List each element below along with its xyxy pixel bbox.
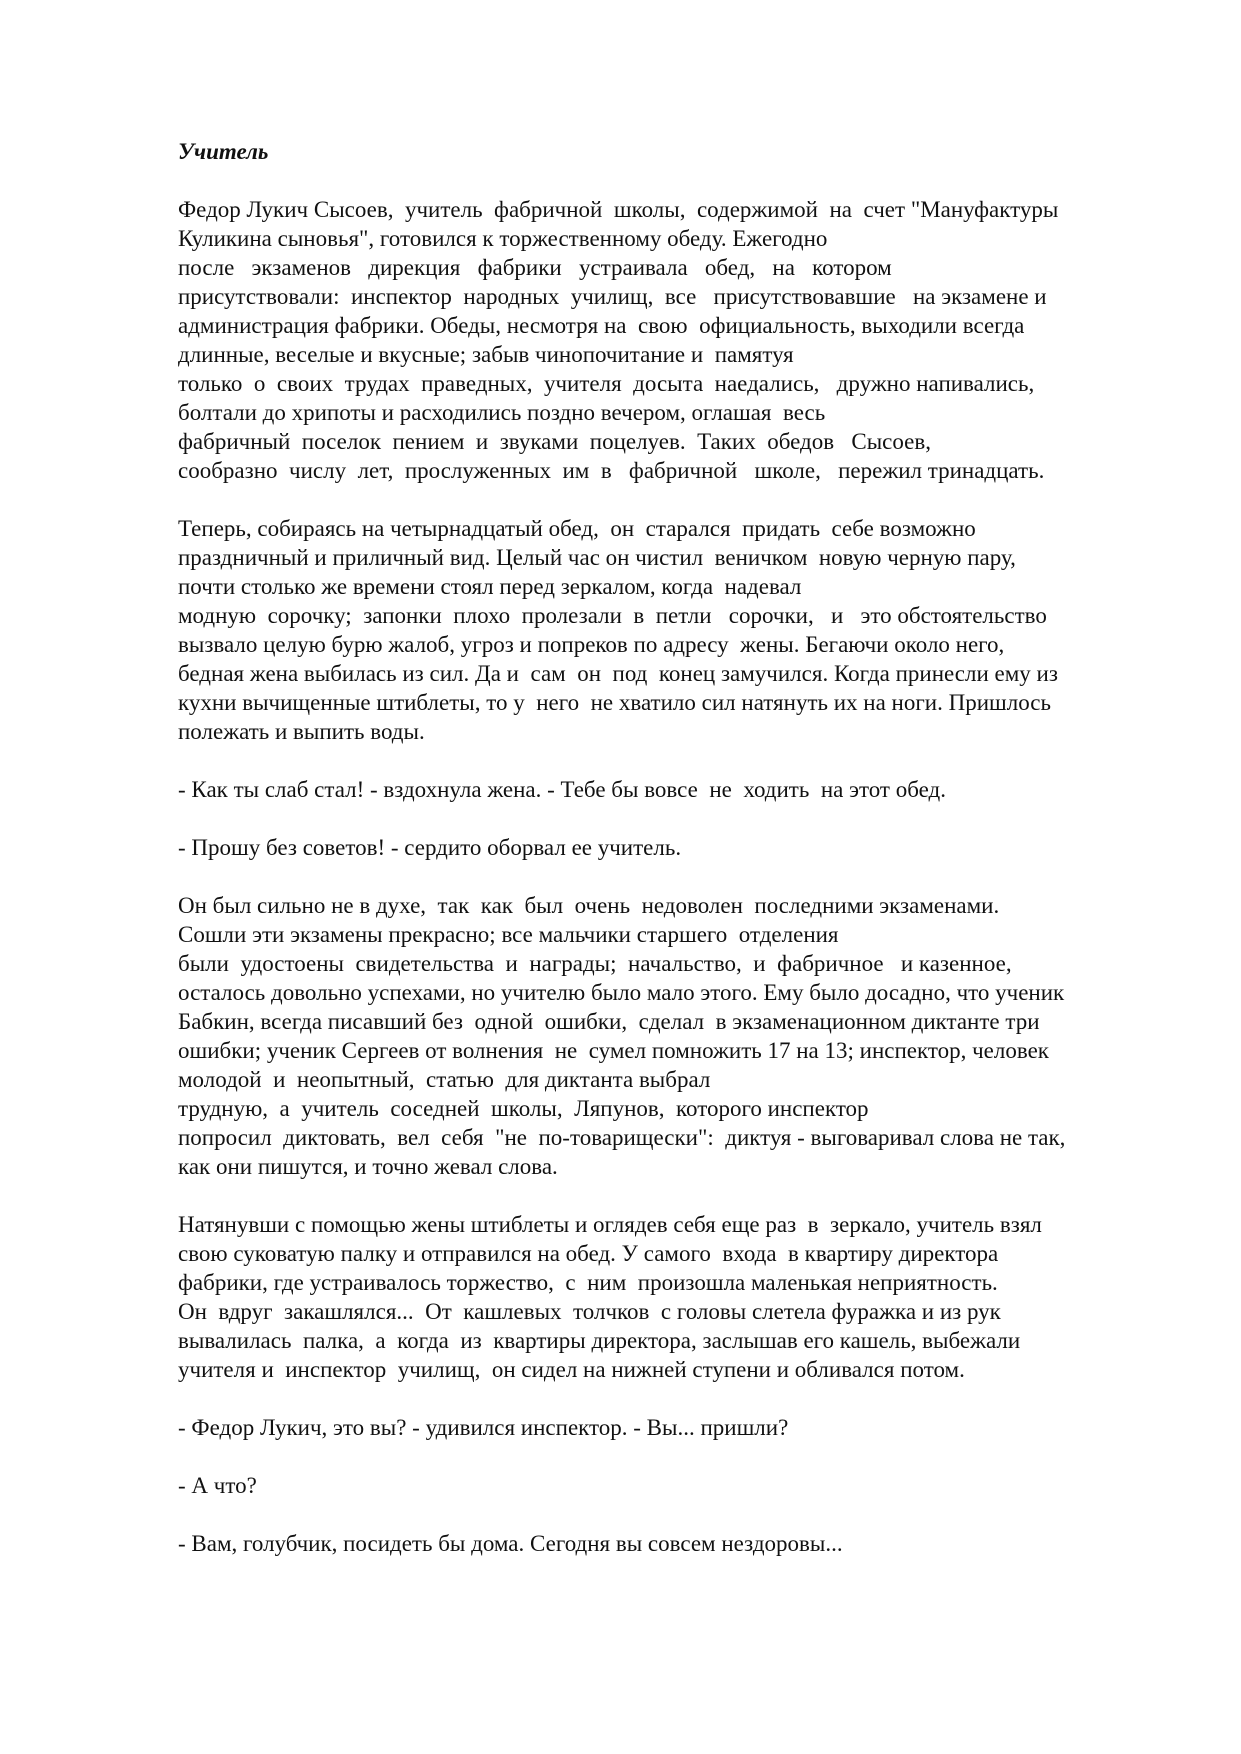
text-line: почти столько же времени стоял перед зеркалом, когда надевал: [178, 574, 802, 599]
text-line: присутствовали: инспектор народных училищ, все присутствовавшие на экзамене и: [178, 284, 1047, 309]
paragraph: [178, 195, 1178, 485]
text-line: модную сорочку; запонки плохо пролезали в петли сорочки, и это обстоятельство: [178, 603, 1047, 628]
text-line: вывалилась палка, а когда из квартиры директора, заслышав его кашель, выбежали: [178, 1328, 1021, 1353]
text-line: бедная жена выбилась из сил. Да и сам он под конец замучился. Когда принесли ему из: [178, 661, 1058, 686]
story-text: [178, 137, 1178, 1587]
text-line: - Федор Лукич, это вы? - удивился инспектор. - Вы... пришли?: [178, 1415, 789, 1440]
text-line: Куликина сыновья", готовился к торжественному обеду. Ежегодно: [178, 226, 828, 251]
paragraph: [178, 1413, 1178, 1442]
text-line: кухни вычищенные штиблеты, то у него не хватило сил натянуть их на ноги. Пришлось: [178, 690, 1051, 715]
text-line: трудную, а учитель соседней школы, Ляпунов, которого инспектор: [178, 1096, 869, 1121]
paragraphs-container: [178, 195, 1178, 1558]
text-line: праздничный и приличный вид. Целый час он чистил веничком новую черную пару,: [178, 545, 1016, 570]
text-line: были удостоены свидетельства и награды; начальство, и фабричное и казенное,: [178, 951, 1012, 976]
paragraph: [178, 1529, 1178, 1558]
text-line: - А что?: [178, 1473, 257, 1498]
text-line: Теперь, собираясь на четырнадцатый обед, он старался придать себе возможно: [178, 516, 976, 541]
text-line: Сошли эти экзамены прекрасно; все мальчики старшего отделения: [178, 922, 839, 947]
text-line: - Как ты слаб стал! - вздохнула жена. - Тебе бы вовсе не ходить на этот обед.: [178, 777, 946, 802]
text-line: полежать и выпить воды.: [178, 719, 425, 744]
paragraph: [178, 891, 1178, 1181]
text-line: фабричный поселок пением и звуками поцелуев. Таких обедов Сысоев,: [178, 429, 931, 454]
text-line: как они пишутся, и точно жевал слова.: [178, 1154, 558, 1179]
paragraph: [178, 1210, 1178, 1384]
story-title: Учитель: [178, 139, 269, 164]
text-line: Он вдруг закашлялся... От кашлевых толчков с головы слетела фуражка и из рук: [178, 1299, 1001, 1324]
paragraph: [178, 514, 1178, 746]
text-line: молодой и неопытный, статью для диктанта выбрал: [178, 1067, 711, 1092]
text-line: только о своих трудах праведных, учителя досыта наедались, дружно напивались,: [178, 371, 1035, 396]
text-line: длинные, веселые и вкусные; забыв чинопочитание и памятуя: [178, 342, 794, 367]
paragraph: [178, 833, 1178, 862]
text-line: фабрики, где устраивалось торжество, с ним произошла маленькая неприятность.: [178, 1270, 998, 1295]
text-line: администрация фабрики. Обеды, несмотря на свою официальность, выходили всегда: [178, 313, 1025, 338]
text-line: Он был сильно не в духе, так как был очень недоволен последними экзаменами.: [178, 893, 1000, 918]
text-line: болтали до хрипоты и расходились поздно вечером, оглашая весь: [178, 400, 826, 425]
text-line: попросил диктовать, вел себя "не по-товарищески": диктуя - выговаривал слова не так,: [178, 1125, 1066, 1150]
text-line: - Вам, голубчик, посидеть бы дома. Сегодня вы совсем нездоровы...: [178, 1531, 843, 1556]
paragraph: [178, 775, 1178, 804]
text-line: учителя и инспектор училищ, он сидел на нижней ступени и обливался потом.: [178, 1357, 965, 1382]
paragraph: [178, 1471, 1178, 1500]
text-line: Натянувши с помощью жены штиблеты и оглядев себя еще раз в зеркало, учитель взял: [178, 1212, 1042, 1237]
text-line: вызвало целую бурю жалоб, угроз и попреков по адресу жены. Бегаючи около него,: [178, 632, 1005, 657]
text-line: Бабкин, всегда писавший без одной ошибки, сделал в экзаменационном диктанте три: [178, 1009, 1040, 1034]
text-line: после экзаменов дирекция фабрики устраивала обед, на котором: [178, 255, 892, 280]
text-line: сообразно числу лет, прослуженных им в фабричной школе, пережил тринадцать.: [178, 458, 1045, 483]
text-line: Федор Лукич Сысоев, учитель фабричной школы, содержимой на счет "Мануфактуры: [178, 197, 1059, 222]
text-line: свою суковатую палку и отправился на обед. У самого входа в квартиру директора: [178, 1241, 999, 1266]
text-line: ошибки; ученик Сергеев от волнения не сумел помножить 17 на 13; инспектор, человек: [178, 1038, 1049, 1063]
text-line: осталось довольно успехами, но учителю было мало этого. Ему было досадно, что ученик: [178, 980, 1065, 1005]
text-line: - Прошу без советов! - сердито оборвал ее учитель.: [178, 835, 682, 860]
